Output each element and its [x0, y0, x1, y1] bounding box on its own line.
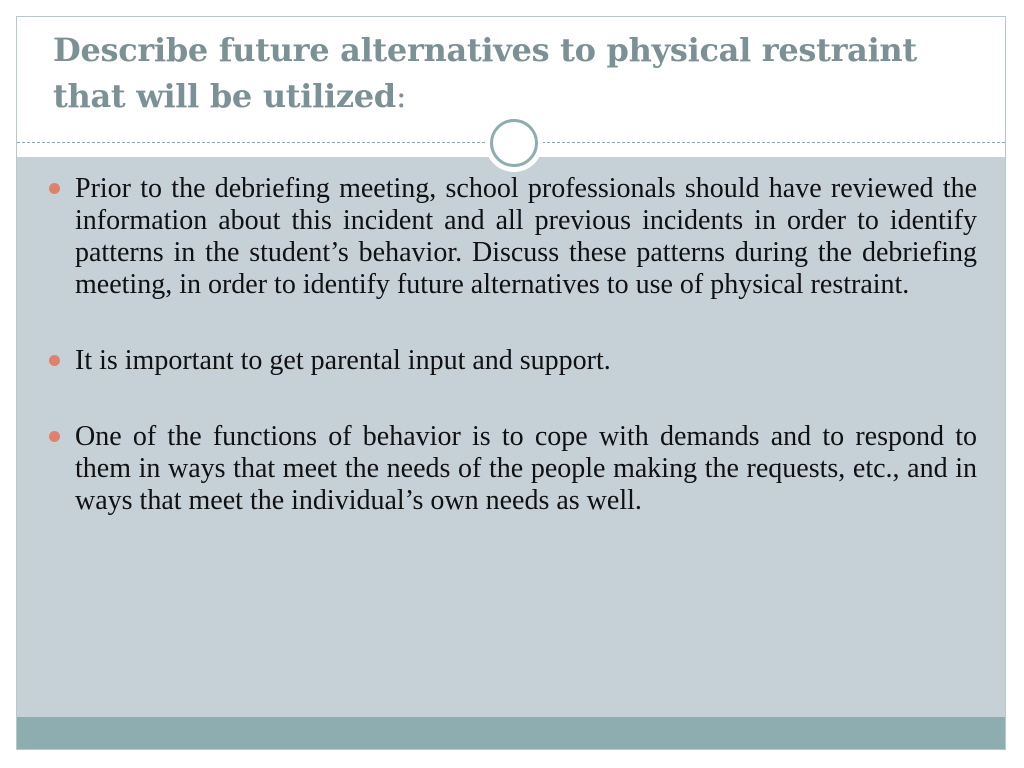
bullet-item — [47, 345, 977, 377]
slide-title-colon: : — [395, 77, 407, 115]
bullet-list — [47, 173, 977, 561]
divider-circle-ring — [490, 119, 538, 167]
divider-circle-ornament — [485, 114, 543, 172]
bullet-dot-icon — [49, 183, 60, 194]
bullet-dot-icon — [49, 431, 60, 442]
bullet-item — [47, 421, 977, 517]
slide-title-text: Describe future alternatives to physical restraint that will be utilized — [53, 31, 917, 115]
bullet-text: One of the functions of behavior is to cope with demands and to respond to them in ways that meet the needs of the people making the requests, etc., and in ways that meet the individual’s own needs as well. — [75, 421, 977, 516]
footer-band — [17, 717, 1005, 750]
bullet-text: Prior to the debriefing meeting, school professionals should have reviewed the information about this incident and all previous incidents in order to identify patterns in the student’s behavior. Discuss these patterns during the debriefing meeting, in order to identify future alternatives to use of physical restraint. — [75, 173, 977, 300]
bullet-item — [47, 173, 977, 301]
bullet-dot-icon — [49, 355, 60, 366]
slide-frame — [16, 16, 1006, 750]
slide-title — [53, 27, 953, 119]
bullet-text: It is important to get parental input and support. — [75, 345, 611, 376]
